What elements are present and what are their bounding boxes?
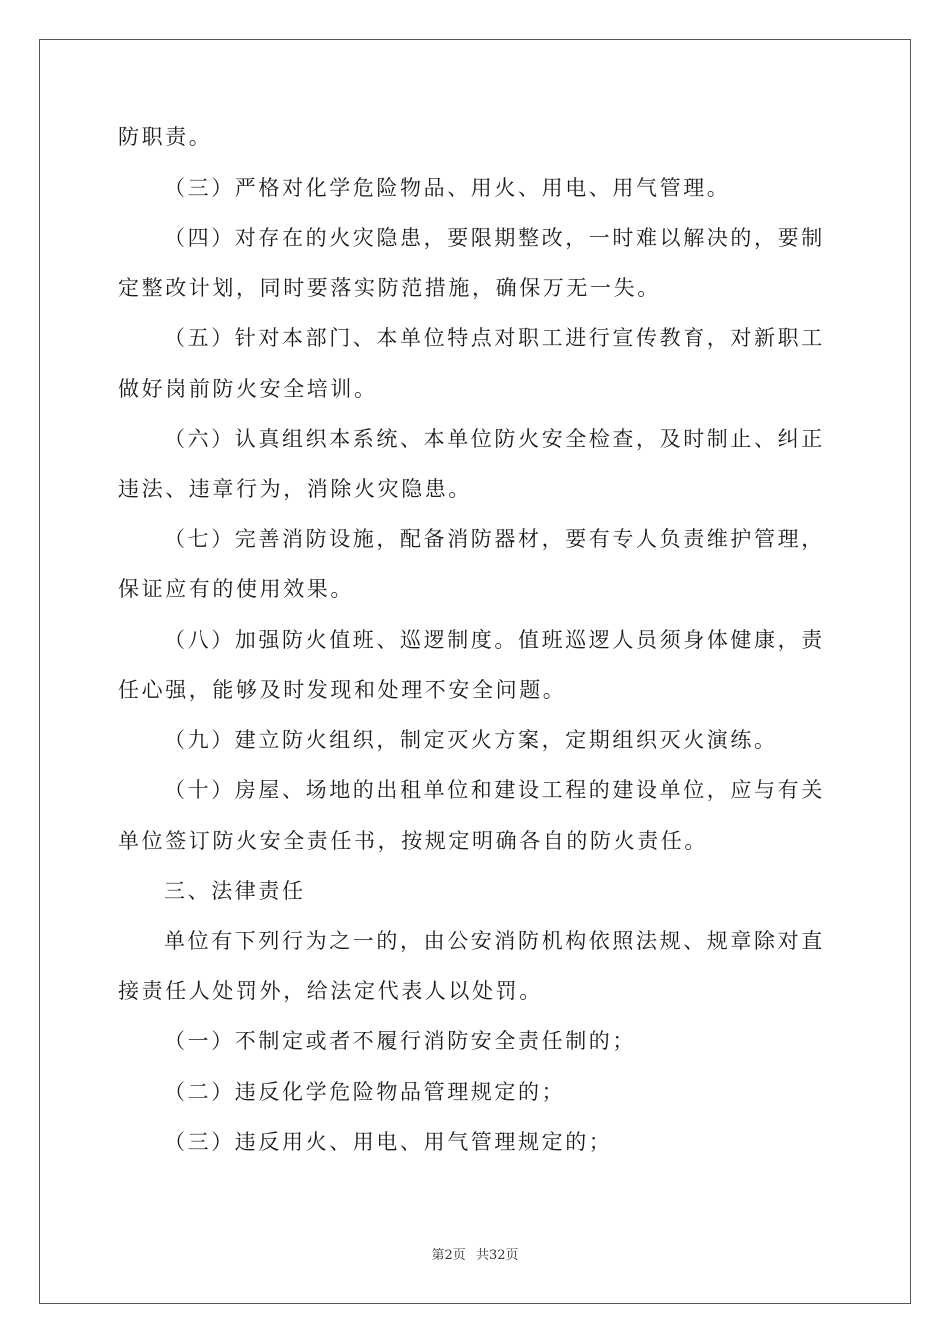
- text-line: 单位有下列行为之一的，由公安消防机构依照法规、规章除对直: [164, 929, 825, 953]
- section-heading: 三、法律责任: [164, 879, 306, 903]
- text-line: （二）违反化学危险物品管理规定的；: [164, 1080, 566, 1104]
- text-line: 违法、违章行为，消除火灾隐患。: [118, 477, 472, 501]
- text-line: （七）完善消防设施，配备消防器材，要有专人负责维护管理，: [164, 527, 825, 551]
- text-line: 保证应有的使用效果。: [118, 577, 354, 601]
- text-line: 防职责。: [118, 125, 213, 149]
- text-line: （八）加强防火值班、巡逻制度。值班巡逻人员须身体健康，责: [164, 628, 825, 652]
- text-line: 任心强，能够及时发现和处理不安全问题。: [118, 678, 567, 702]
- text-line: （三）违反用火、用电、用气管理规定的；: [164, 1130, 613, 1154]
- text-line: （九）建立防火组织，制定灭火方案，定期组织灭火演练。: [164, 728, 778, 752]
- page-total: 共32页: [475, 1248, 519, 1263]
- page-number: 第2页: [431, 1248, 466, 1263]
- page-footer: [0, 1244, 950, 1263]
- text-line: （五）针对本部门、本单位特点对职工进行宣传教育，对新职工: [164, 326, 825, 350]
- text-line: （三）严格对化学危险物品、用火、用电、用气管理。: [164, 176, 731, 200]
- text-line: 接责任人处罚外，给法定代表人以处罚。: [118, 979, 543, 1003]
- text-line: （四）对存在的火灾隐患，要限期整改，一时难以解决的，要制: [164, 226, 825, 250]
- text-line: 做好岗前防火安全培训。: [118, 377, 378, 401]
- text-line: （一）不制定或者不履行消防安全责任制的；: [164, 1029, 636, 1053]
- text-line: （六）认真组织本系统、本单位防火安全检查，及时制止、纠正: [164, 427, 825, 451]
- text-line: （十）房屋、场地的出租单位和建设工程的建设单位，应与有关: [164, 778, 825, 802]
- text-line: 定整改计划，同时要落实防范措施，确保万无一失。: [118, 276, 661, 300]
- text-line: 单位签订防火安全责任书，按规定明确各自的防火责任。: [118, 829, 708, 853]
